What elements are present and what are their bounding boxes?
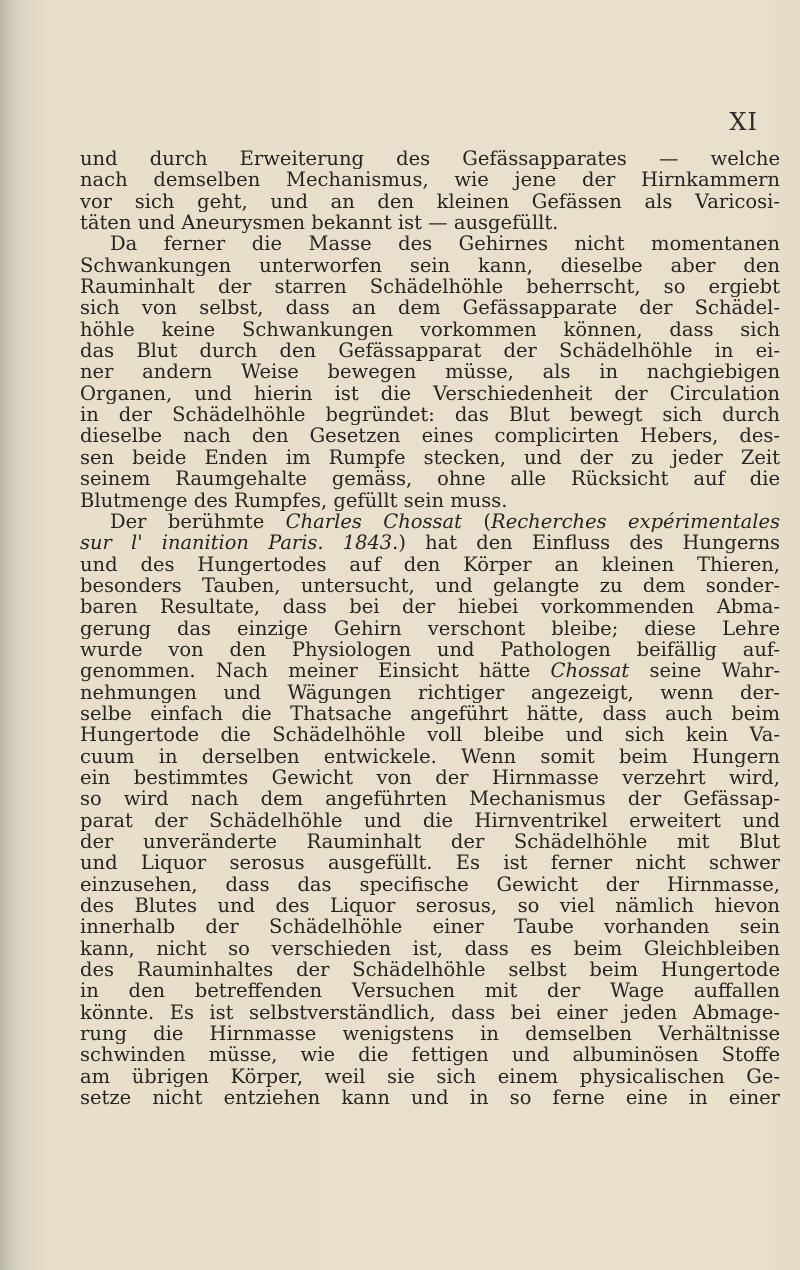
text-line: am übrigen Körper, weil sie sich einem physicalischen Ge- [80,1065,780,1088]
text-line [80,511,780,532]
author-name: Chossat [550,660,630,682]
text-line: des Rauminhaltes der Schädelhöhle selbst beim Hungertode [80,959,780,981]
body-text [80,148,780,1108]
text-line: schwinden müsse, wie die fettigen und albuminösen Stoffe [80,1044,780,1066]
text-line: seinem Raumgehalte gemäss, ohne alle Rücksicht auf die [80,468,780,490]
text-line: wurde von den Physiologen und Pathologen beifällig auf- [80,638,780,661]
text-line: in den betreffenden Versuchen mit der Wage auffallen [80,980,780,1002]
book-title: Recherches expérimentales [491,510,780,533]
text-line: vor sich geht, und an den kleinen Gefässen als Varicosi- [80,190,780,213]
text-line: und Liquor serosus ausgefüllt. Es ist ferner nicht schwer [80,852,780,874]
text-line: besonders Tauben, untersucht, und gelangte zu dem sonder- [80,574,780,597]
text-line: in der Schädelhöhle begründet: das Blut bewegt sich durch [80,404,780,426]
text-line: und durch Erweiterung des Gefässapparates — welche [80,148,780,170]
book-title: sur l' inanition Paris. 1843. [80,532,399,554]
text-line: parat der Schädelhöhle und die Hirnventrikel erweitert und [80,809,780,831]
text-line: nach demselben Mechanismus, wie jene der Hirnkammern [80,169,780,191]
text-run: Der berühmte [110,510,286,533]
text-line: Rauminhalt der starren Schädelhöhle beherrscht, so ergiebt [80,276,780,298]
text-line: nehmungen und Wägungen richtiger angezeigt, wenn der- [80,681,780,703]
text-line: der unveränderte Rauminhalt der Schädelhöhle mit Blut [80,831,780,853]
text-line: kann, nicht so verschieden ist, dass es beim Gleichbleiben [80,937,780,960]
text-run: ) hat den Einfluss des Hungerns [398,532,780,554]
text-line: ein bestimmtes Gewicht von der Hirnmasse verzehrt wird, [80,766,780,789]
text-line: Da ferner die Masse des Gehirnes nicht momentanen [110,233,780,255]
author-name: Charles Chossat [285,510,462,533]
text-line [80,660,780,681]
text-line: des Blutes und des Liquor serosus, so viel nämlich hievon [80,895,780,917]
text-line: täten und Aneurysmen bekannt ist — ausgefüllt. [80,212,559,234]
text-line: sen beide Enden im Rumpfe stecken, und der zu jeder Zeit [80,446,780,469]
text-run: genommen. Nach meiner Einsicht hätte [80,660,551,682]
text-line: cuum in derselben entwickele. Wenn somit beim Hungern [80,745,780,767]
text-line: gerung das einzige Gehirn verschont bleibe; diese Lehre [80,617,780,639]
text-line: ner andern Weise bewegen müsse, als in nachgiebigen [80,361,780,383]
text-line: höhle keine Schwankungen vorkommen können, dass sich [80,318,780,341]
text-line: das Blut durch den Gefässapparat der Schädelhöhle in ei- [80,340,780,362]
text-line: Organen, und hierin ist die Verschiedenheit der Circulation [80,382,780,405]
text-line: rung die Hirnmasse wenigstens in demselben Verhältnisse [80,1023,780,1045]
page-number: XI [729,108,758,136]
text-line: Blutmenge des Rumpfes, gefüllt sein muss. [80,489,508,511]
text-run: ( [462,510,492,533]
text-line: setze nicht entziehen kann und in so ferne eine in einer [80,1087,780,1109]
text-line: einzusehen, dass das specifische Gewicht der Hirnmasse, [80,873,780,896]
text-line: Schwankungen unterworfen sein kann, dieselbe aber den [80,254,780,277]
text-line: sich von selbst, dass an dem Gefässapparate der Schädel- [80,297,780,319]
text-line: könnte. Es ist selbstverständlich, dass bei einer jeden Abmage- [80,1001,780,1024]
text-line: innerhalb der Schädelhöhle einer Taube vorhanden sein [80,916,780,938]
text-line: baren Resultate, dass bei der hiebei vorkommenden Abma- [80,596,780,618]
text-run: seine Wahr- [629,660,780,682]
text-line: selbe einfach die Thatsache angeführt hätte, dass auch beim [80,702,780,725]
text-line: dieselbe nach den Gesetzen eines complicirten Hebers, des- [80,425,780,447]
text-line: so wird nach dem angeführten Mechanismus der Gefässap- [80,788,780,810]
text-line [80,532,780,553]
text-line: Hungertode die Schädelhöhle voll bleibe und sich kein Va- [80,724,780,746]
text-line: und des Hungertodes auf den Körper an kleinen Thieren, [80,553,780,575]
